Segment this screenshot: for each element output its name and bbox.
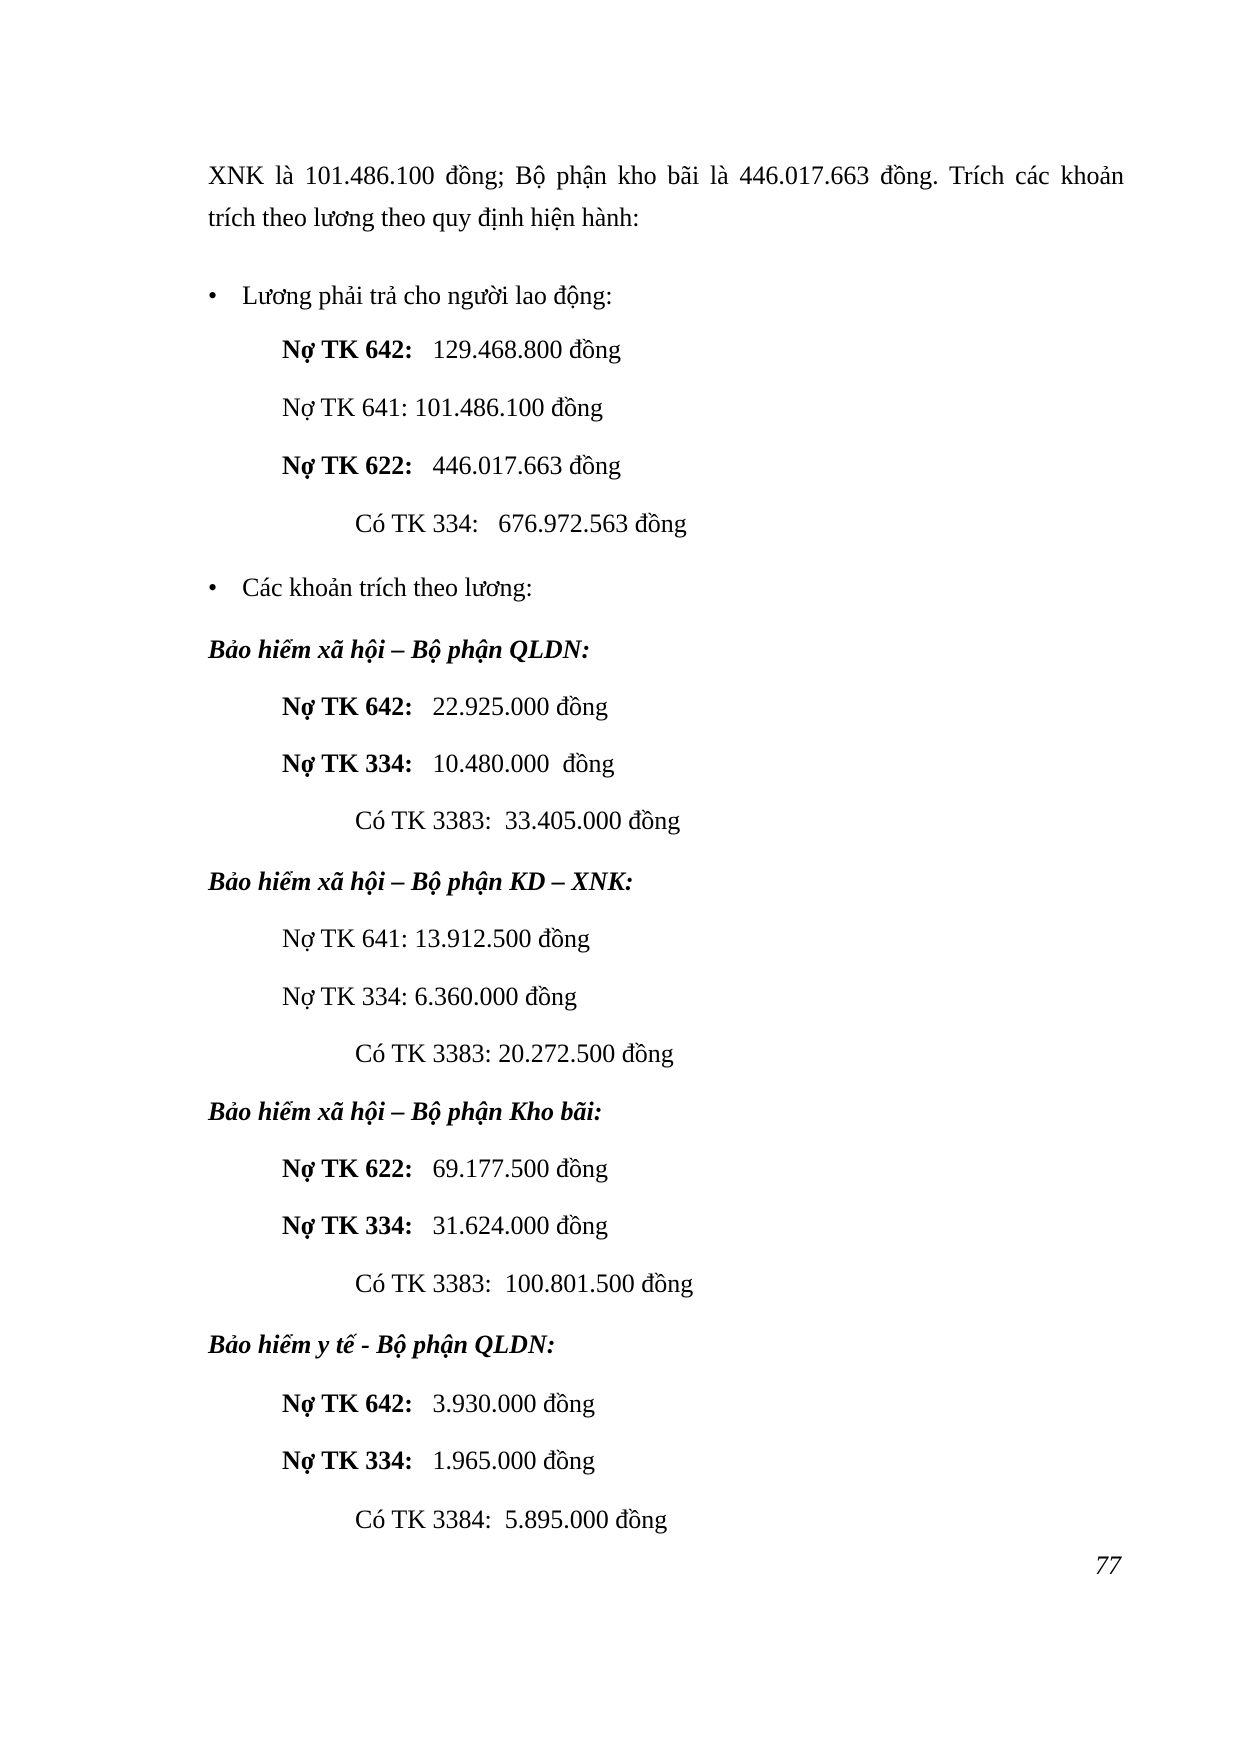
entry-label: Có TK 3383: bbox=[355, 806, 492, 835]
entry-value: 5.895.000 đồng bbox=[491, 1505, 668, 1534]
intro-paragraph-line-2: trích theo lương theo quy định hiện hành: bbox=[208, 203, 640, 232]
journal-entry-line bbox=[282, 691, 608, 723]
journal-entry-line bbox=[282, 1388, 595, 1420]
entry-label: Có TK 3383: bbox=[355, 1269, 492, 1298]
entry-value: 69.177.500 đồng bbox=[412, 1154, 608, 1183]
section-heading-bhyt-qldn: Bảo hiểm y tế - Bộ phận QLDN: bbox=[208, 1330, 556, 1359]
bullet-item-label: Các khoản trích theo lương: bbox=[242, 573, 533, 602]
entry-label: Nợ TK 622: bbox=[282, 451, 413, 480]
page-number: 77 bbox=[1095, 1551, 1121, 1580]
entry-value: 10.480.000 đồng bbox=[412, 749, 615, 778]
section-heading-bhxh-qldn: Bảo hiểm xã hội – Bộ phận QLDN: bbox=[208, 635, 591, 664]
entry-label: Có TK 3384: bbox=[355, 1505, 492, 1534]
journal-entry-line bbox=[282, 748, 614, 780]
entry-value: 6.360.000 đồng bbox=[407, 982, 577, 1011]
bullet-item-deductions bbox=[208, 572, 533, 604]
entry-label: Nợ TK 334: bbox=[282, 1211, 413, 1240]
intro-paragraph-line-1: XNK là 101.486.100 đồng; Bộ phận kho bãi là 446.017.663 đồng. Trích các khoản bbox=[208, 161, 1124, 190]
entry-value: 20.272.500 đồng bbox=[491, 1039, 674, 1068]
journal-entry-line bbox=[282, 1445, 595, 1477]
entry-label: Nợ TK 642: bbox=[282, 335, 413, 364]
bullet-item-label: Lương phải trả cho người lao động: bbox=[242, 281, 613, 310]
section-heading-bhxh-kd-xnk: Bảo hiểm xã hội – Bộ phận KD – XNK: bbox=[208, 867, 634, 896]
entry-label: Nợ TK 334: bbox=[282, 1446, 413, 1475]
entry-value: 100.801.500 đồng bbox=[491, 1269, 694, 1298]
entry-label: Nợ TK 641: bbox=[282, 393, 408, 422]
journal-entry-line bbox=[355, 805, 680, 837]
bullet-icon: • bbox=[208, 281, 218, 310]
entry-label: Nợ TK 622: bbox=[282, 1154, 413, 1183]
journal-entry-line bbox=[355, 1504, 667, 1536]
entry-value: 13.912.500 đồng bbox=[407, 924, 590, 953]
entry-label: Có TK 334: bbox=[355, 509, 479, 538]
section-heading-bhxh-kho-bai: Bảo hiểm xã hội – Bộ phận Kho bãi: bbox=[208, 1097, 603, 1126]
journal-entry-line bbox=[282, 923, 590, 955]
entry-label: Nợ TK 642: bbox=[282, 1389, 413, 1418]
journal-entry-line bbox=[282, 1210, 608, 1242]
journal-entry-line bbox=[282, 450, 621, 482]
journal-entry-line bbox=[355, 508, 687, 540]
bullet-icon: • bbox=[208, 573, 218, 602]
entry-value: 33.405.000 đồng bbox=[491, 806, 681, 835]
entry-value: 129.468.800 đồng bbox=[412, 335, 621, 364]
entry-label: Nợ TK 334: bbox=[282, 749, 413, 778]
journal-entry-line bbox=[355, 1268, 693, 1300]
entry-label: Nợ TK 642: bbox=[282, 692, 413, 721]
journal-entry-line bbox=[282, 392, 603, 424]
entry-label: Có TK 3383: bbox=[355, 1039, 492, 1068]
entry-value: 31.624.000 đồng bbox=[412, 1211, 608, 1240]
journal-entry-line bbox=[282, 334, 621, 366]
entry-value: 1.965.000 đồng bbox=[412, 1446, 595, 1475]
journal-entry-line bbox=[282, 1153, 608, 1185]
bullet-item-salary bbox=[208, 280, 613, 312]
journal-entry-line bbox=[282, 981, 577, 1013]
entry-label: Nợ TK 641: bbox=[282, 924, 408, 953]
entry-value: 22.925.000 đồng bbox=[412, 692, 608, 721]
journal-entry-line bbox=[355, 1038, 674, 1070]
entry-value: 3.930.000 đồng bbox=[412, 1389, 595, 1418]
entry-label: Nợ TK 334: bbox=[282, 982, 408, 1011]
entry-value: 446.017.663 đồng bbox=[412, 451, 621, 480]
entry-value: 676.972.563 đồng bbox=[478, 509, 687, 538]
entry-value: 101.486.100 đồng bbox=[407, 393, 603, 422]
